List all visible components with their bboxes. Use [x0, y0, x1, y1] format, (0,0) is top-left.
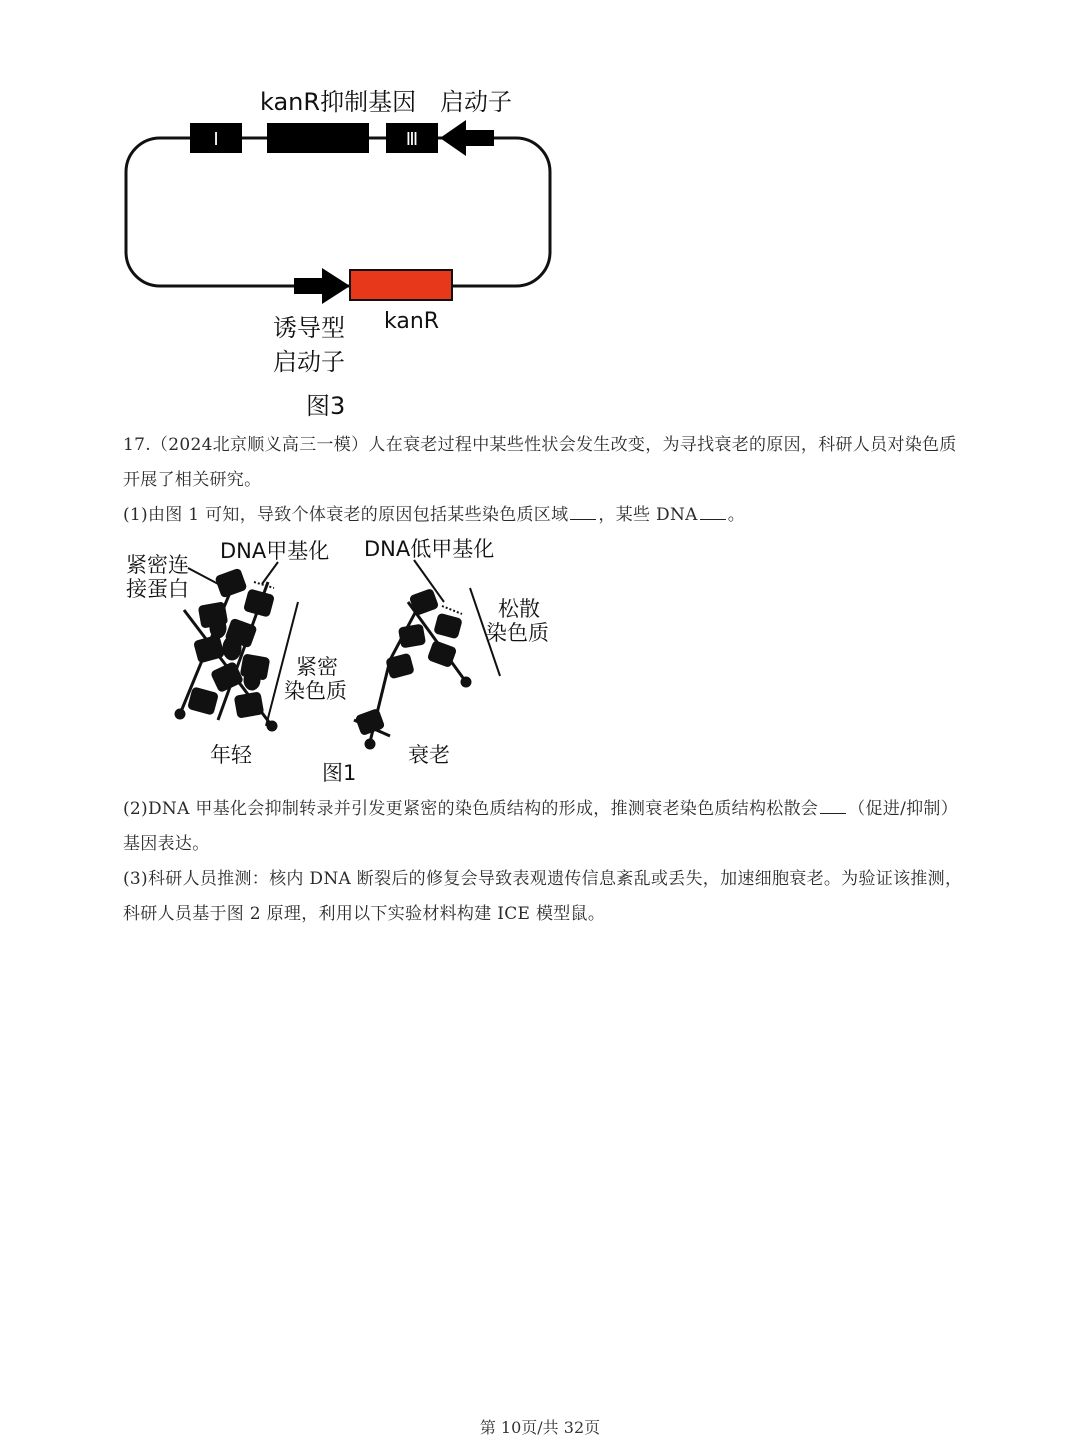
low-methylation-label: DNA低甲基化 [364, 537, 495, 561]
q1-text-b: ，某些 DNA [598, 505, 698, 525]
promoter-arrow-icon [440, 120, 494, 156]
q1-text-a: (1)由图 1 可知，导致个体衰老的原因包括某些染色质区域 [123, 505, 569, 525]
tight-chromatin-label-line1: 紧密 [296, 655, 338, 679]
methylation-label: DNA甲基化 [220, 539, 330, 563]
figure1-chromatin-diagram [118, 530, 578, 792]
q1-text-c: 。 [727, 505, 746, 525]
figure3-plasmid-diagram [110, 80, 570, 425]
old-loose-chromatin [354, 588, 471, 749]
plasmid-loop [126, 138, 550, 286]
question-header-text: 17.（2024北京顺义高三一模）人在衰老过程中某些性状会发生改变，为寻找衰老的原因，科研人员对染色质开展了相关研究。 [123, 435, 957, 490]
loose-chromatin-label-line1: 松散 [498, 597, 540, 621]
suppressor-gene-label: kanR抑制基因 [260, 88, 417, 116]
q1-blank-1[interactable] [570, 503, 596, 520]
inducible-promoter-label-line2: 启动子 [273, 348, 345, 376]
question-17-header [123, 428, 963, 498]
box-I-label: Ⅰ [213, 129, 219, 150]
kan-gene-box [350, 270, 452, 300]
kan-label: kanR [384, 309, 440, 334]
inducible-promoter-arrow-icon [294, 268, 350, 304]
old-label: 衰老 [408, 743, 450, 767]
suppressor-gene-box [267, 123, 369, 153]
question-3 [123, 862, 963, 932]
young-compact-chromatin [175, 568, 277, 731]
young-label: 年轻 [210, 743, 252, 767]
q2-text-b: （促进/抑制）基因表达。 [123, 799, 958, 854]
promoter-label: 启动子 [440, 88, 512, 116]
page-number: 第 10页/共 32页 [479, 1418, 601, 1437]
inducible-promoter-label-line1: 诱导型 [273, 314, 345, 342]
q2-text-a: (2)DNA 甲基化会抑制转录并引发更紧密的染色质结构的形成，推测衰老染色质结构松散会 [123, 799, 819, 819]
linker-protein-label-line2: 接蛋白 [126, 577, 189, 601]
question-1 [123, 498, 963, 533]
figure3-caption: 图3 [306, 392, 346, 420]
tight-chromatin-label-line2: 染色质 [284, 679, 347, 703]
tight-chromatin-bracket [266, 602, 298, 726]
q2-blank[interactable] [820, 797, 846, 814]
linker-protein-label-line1: 紧密连 [126, 553, 189, 577]
figure1-caption: 图1 [322, 761, 357, 785]
loose-chromatin-label-line2: 染色质 [486, 621, 549, 645]
page-footer [0, 1415, 1080, 1438]
q3-text: (3)科研人员推测：核内 DNA 断裂后的修复会导致表观遗传信息紊乱或丢失，加速细胞衰老。为验证该推测，科研人员基于图 2 原理，利用以下实验材料构建 ICE 模型鼠。 [123, 869, 963, 924]
box-III-label: Ⅲ [405, 129, 419, 150]
question-2 [123, 792, 963, 862]
q1-blank-2[interactable] [700, 503, 726, 520]
